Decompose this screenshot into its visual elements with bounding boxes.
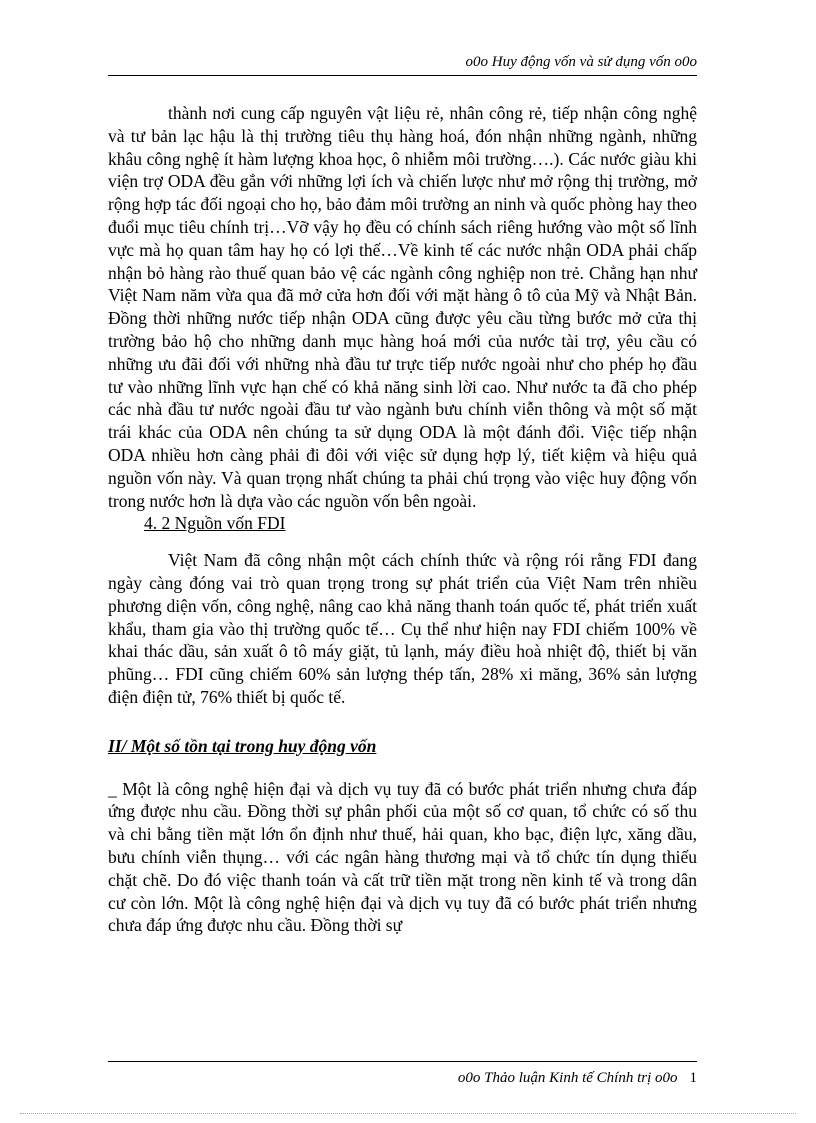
running-footer [458, 1070, 697, 1087]
subheading-issues: II/ Một số tồn tại trong huy động vốn [108, 735, 377, 756]
section-heading-fdi [108, 512, 697, 535]
page-boundary [20, 1113, 796, 1114]
page-number: 1 [689, 1070, 697, 1086]
body-paragraph-3: _ Một là công nghệ hiện đại và dịch vụ tuy đã có bước phát triển nhưng chưa đáp ứng được nhu cầu. Đồng thời sự phân phối của một số cơ quan, tổ chức có số thu và chi bằng tiền mặt lớn ổn định như thuế, hải quan, kho bạc, điện lực, xăng dầu, bưu chính viễn thụng… với các ngân hàng thương mại và tổ chức tín dụng thiếu chặt chẽ. Do đó việc thanh toán và cất trữ tiền mặt trong nền kinh tế và trong dân cư còn lớn. Một là công nghệ hiện đại và dịch vụ tuy đã có bước phát triển nhưng chưa đáp ứng được nhu cầu. Đồng thời sự [108, 778, 697, 936]
document-body [108, 102, 697, 937]
section-heading-text: 4. 2 Nguồn vốn FDI [144, 513, 286, 534]
body-paragraph-2: Việt Nam đã công nhận một cách chính thức và rộng rói rằng FDI đang ngày càng đóng vai trò quan trọng trong sự phát triển của Việt Nam trên nhiều phương diện vốn, công nghệ, nâng cao khả năng thanh toán quốc tế, phát triển xuất khẩu, tham gia vào thị trường quốc tế… Cụ thể như hiện nay FDI chiếm 100% về khai thác dầu, sản xuất ô tô máy giặt, tủ lạnh, máy điều hoà nhiệt độ, thiết bị văn phũng… FDI cũng chiếm 60% sản lượng thép tấn, 28% xi măng, 36% sản lượng điện điện tử, 76% thiết bị quốc tế. [108, 550, 697, 707]
footer-rule [108, 1061, 697, 1062]
footer-title: o0o Thảo luận Kinh tế Chính trị o0o [457, 1070, 678, 1086]
body-paragraph-1: thành nơi cung cấp nguyên vật liệu rẻ, nhân công rẻ, tiếp nhận công nghệ và tư bản lạc hậu là thị trường tiêu thụ hàng hoá, đón nhận những ngành, những khâu công nghệ ít hàm lượng khoa học, ô nhiễm môi trường….). Các nước giàu khi viện trợ ODA đều gắn với những lợi ích và chiến lược như mở rộng thị trường, mở rộng hợp tác đối ngoại cho họ, bảo đảm môi trường an ninh và quốc phòng hay theo đuổi mục tiêu chính trị…Vỡ vậy họ đều có chính sách riêng hướng vào một số lĩnh vực mà họ quan tâm hay họ có lợi thế…Về kinh tế các nước nhận ODA phải chấp nhận bỏ hàng rào thuế quan bảo vệ các ngành công nghiệp non trẻ. Chẳng hạn như Việt Nam năm vừa qua đã mở cửa hơn đối với mặt hàng ô tô của Mỹ và Nhật Bản. Đồng thời những nước tiếp nhận ODA cũng được yêu cầu từng bước mở cửa thị trường bảo hộ cho những danh mục hàng hoá mới của nước tài trợ, yêu cầu có những ưu đãi đối với những nhà đầu tư trực tiếp nước ngoài như cho phép họ đầu tư vào những lĩnh vực hạn chế có khả năng sinh lời cao. Như nước ta đã cho phép các nhà đầu tư nước ngoài đầu tư vào ngành bưu chính viễn thông và một số mặt trái khác của ODA nên chúng ta sử dụng ODA là một đánh đổi. Việc tiếp nhận ODA nhiều hơn càng phải đi đôi với việc sử dụng hợp lý, tiết kiệm và hiệu quả nguồn vốn này. Và quan trọng nhất chúng ta phải chú trọng vào việc huy động vốn trong nước hơn là dựa vào các nguồn vốn bên ngoài. [108, 103, 697, 511]
running-header: o0o Huy động vốn và sử dụng vốn o0o [465, 54, 697, 70]
header-rule [108, 75, 697, 76]
